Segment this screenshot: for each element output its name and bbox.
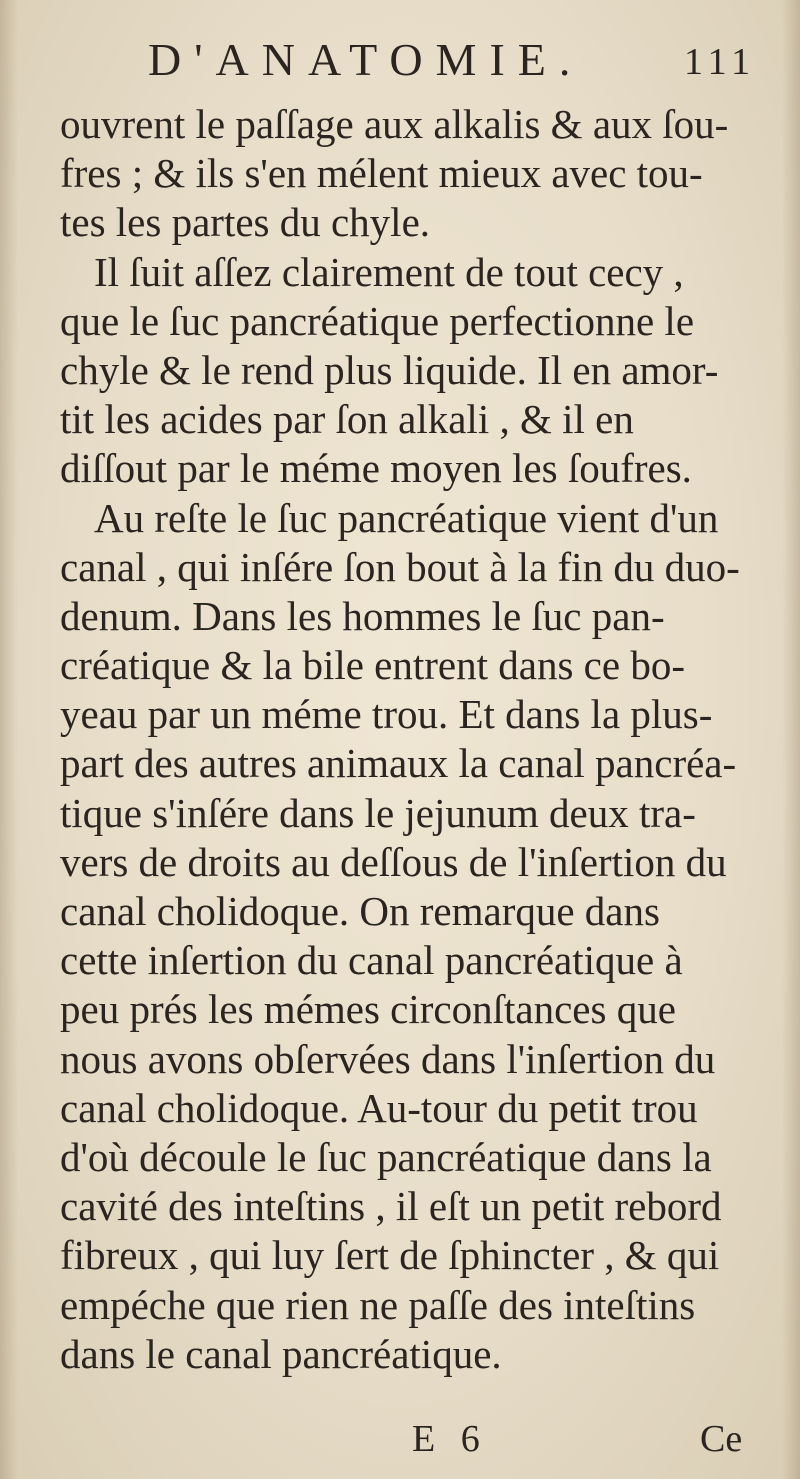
text-line: d'où découle le ſuc pancréatique dans la — [60, 1133, 712, 1180]
text-line: chyle & le rend plus liquide. Il en amor- — [60, 346, 719, 393]
text-line: tique s'inſére dans le jejunum deux tra- — [60, 789, 696, 836]
text-line: dans le canal pancréatique. — [60, 1330, 502, 1377]
signature-mark: E 6 — [412, 1418, 488, 1460]
text-line: créatique & la bile entrent dans ce bo- — [60, 642, 685, 689]
text-line: ouvrent le paſſage aux alkalis & aux ſou- — [60, 101, 729, 147]
text-line: cavité des inteſtins , il eſt un petit rebord — [60, 1183, 722, 1230]
text-line: yeau par un méme trou. Et dans la plus- — [60, 691, 713, 738]
text-line: vers de droits au deſſous de l'inſertion du — [60, 838, 727, 885]
text-line: fibreux , qui luy ſert de ſphincter , & qui — [60, 1232, 720, 1279]
text-line: tit les acides par ſon alkali , & il en — [60, 396, 634, 443]
page-number: 111 — [684, 41, 757, 83]
text-line: nous avons obſervées dans l'inſertion du — [60, 1035, 716, 1082]
catchword: Ce — [700, 1418, 743, 1460]
text-line: canal cholidoque. On remarque dans — [60, 888, 660, 934]
text-line: peu prés les mémes circonſtances que — [60, 986, 676, 1033]
running-head: D'ANATOMIE. — [148, 34, 584, 85]
page-edge-shadow-right — [782, 0, 800, 1479]
text-line: canal , qui inſére ſon bout à la fin du duo- — [60, 543, 740, 590]
page-edge-shadow-left — [0, 0, 18, 1479]
text-line: denum. Dans les hommes le ſuc pan- — [60, 592, 665, 639]
page-footer — [0, 1414, 800, 1464]
text-line: Il ſuit aſſez clairement de tout cecy , — [94, 248, 684, 295]
text-line: Au reſte le ſuc pancréatique vient d'un — [94, 494, 719, 541]
body-text — [60, 100, 782, 1379]
text-line: empéche que rien ne paſſe des inteſtins — [60, 1281, 696, 1328]
text-line: diſſout par le méme moyen les ſoufres. — [60, 445, 692, 492]
text-line: canal cholidoque. Au-tour du petit trou — [60, 1084, 698, 1131]
text-line: que le ſuc pancréatique perfectionne le — [60, 297, 695, 344]
text-line: cette inſertion du canal pancréatique à — [60, 937, 683, 984]
page-header — [0, 30, 800, 100]
text-line: part des autres animaux la canal pancréa- — [60, 740, 737, 787]
text-line: tes les partes du chyle. — [60, 199, 431, 246]
text-line: fres ; & ils s'en mélent mieux avec tou- — [60, 150, 703, 197]
